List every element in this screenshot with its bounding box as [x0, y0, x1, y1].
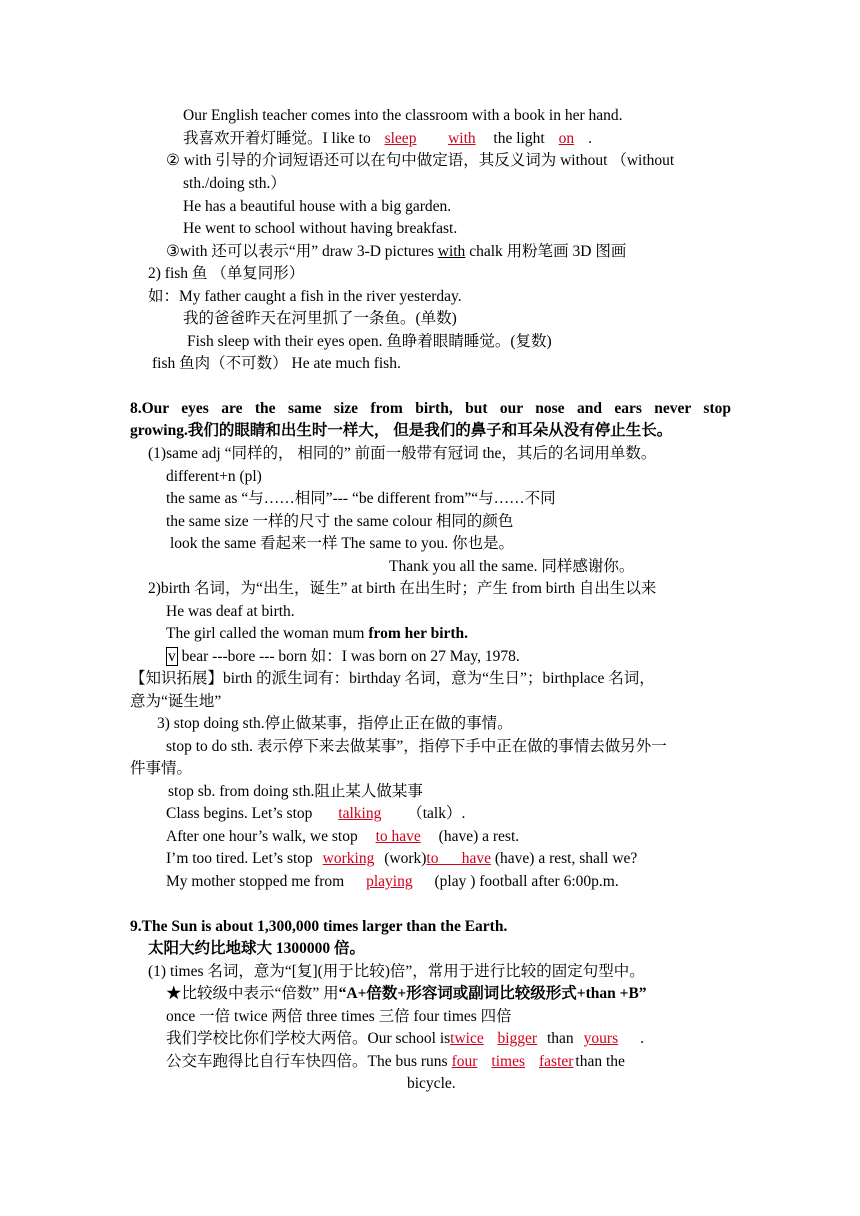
- grammar-note: different+n (pl): [166, 468, 262, 485]
- answer-blank: with: [448, 130, 476, 147]
- answer-blank: to have: [375, 828, 421, 845]
- answer-blank: twice: [450, 1030, 484, 1047]
- section-8-title: 8.Our eyes are the same size from birth, but our nose and ears never stop: [130, 400, 731, 417]
- exercise-sentence: After one hour’s walk, we stop to have (have) a rest.: [166, 828, 520, 845]
- grammar-note: sth./doing sth.）: [183, 175, 286, 192]
- subheading: 2) fish 鱼 （单复同形）: [148, 265, 305, 282]
- grammar-note: stop to do sth. 表示停下来去做某事”，指停下手中正在做的事情去做另外一: [166, 738, 667, 755]
- example-sentence: He was deaf at birth.: [166, 603, 295, 620]
- answer-blank: faster: [539, 1053, 574, 1070]
- grammar-note: ② with 引导的介词短语还可以在句中做定语，其反义词为 without （without: [166, 152, 675, 169]
- example-sentence: He went to school without having breakfast.: [183, 220, 458, 237]
- grammar-note: Thank you all the same. 同样感谢你。: [389, 558, 635, 575]
- example-translation: 我的爸爸昨天在河里抓了一条鱼。(单数): [183, 310, 457, 327]
- section-8-title: growing.我们的眼睛和出生时一样大， 但是我们的鼻子和耳朵从没有停止生长。: [130, 422, 673, 439]
- grammar-note: once 一倍 twice 两倍 three times 三倍 four times 四倍: [166, 1008, 512, 1025]
- example-sentence: Our English teacher comes into the classroom with a book in her hand.: [183, 107, 623, 124]
- answer-blank: playing: [366, 873, 413, 890]
- grammar-note: (1) times 名词，意为“[复](用于比较)倍”，常用于进行比较的固定句型中。: [148, 963, 645, 980]
- answer-blank: times: [491, 1053, 525, 1070]
- grammar-note: stop sb. from doing sth.阻止某人做某事: [168, 783, 423, 800]
- exercise-sentence: My mother stopped me from playing (play ) football after 6:00p.m.: [166, 873, 619, 890]
- knowledge-expansion: 【知识拓展】birth 的派生词有：birthday 名词，意为“生日”；birthplace 名词，: [130, 670, 655, 687]
- grammar-note: look the same 看起来一样 The same to you. 你也是。: [170, 535, 514, 552]
- grammar-note: fish 鱼肉（不可数） He ate much fish.: [152, 355, 401, 372]
- check-box: v: [168, 648, 176, 665]
- grammar-note: v bear ---bore --- born 如：I was born on 27 May, 1978.: [168, 648, 520, 665]
- example-sentence: The girl called the woman mum from her birth.: [166, 625, 469, 642]
- answer-blank: working: [322, 850, 375, 867]
- grammar-note: 件事情。: [130, 760, 193, 777]
- section-9-title: 9.The Sun is about 1,300,000 times larger than the Earth.: [130, 918, 508, 935]
- answer-blank: on: [558, 130, 575, 147]
- example-sentence: Fish sleep with their eyes open. 鱼睁着眼睛睡觉。(复数): [187, 333, 552, 350]
- exercise-sentence: I’m too tired. Let’s stop working (work)to have (have) a rest, shall we?: [166, 850, 638, 867]
- grammar-note: 2)birth 名词，为“出生，诞生” at birth 在出生时；产生 from birth 自出生以来: [148, 580, 657, 597]
- exercise-sentence: 我们学校比你们学校大两倍。Our school istwice bigger than yours .: [166, 1030, 644, 1047]
- grammar-note: (1)same adj “同样的， 相同的” 前面一般带有冠词 the，其后的名词用单数。: [148, 445, 657, 462]
- knowledge-expansion: 意为“诞生地”: [130, 693, 222, 710]
- answer-blank: to have: [426, 850, 491, 867]
- grammar-note: ★比较级中表示“倍数” 用“A+倍数+形容词或副词比较级形式+than +B”: [166, 985, 647, 1002]
- example-sentence: He has a beautiful house with a big garden.: [183, 198, 452, 215]
- section-9-title: 太阳大约比地球大 1300000 倍。: [148, 940, 366, 957]
- grammar-note: ③with 还可以表示“用” draw 3-D pictures with chalk 用粉笔画 3D 图画: [166, 243, 627, 260]
- answer-blank: bigger: [497, 1030, 538, 1047]
- exercise-sentence: Class begins. Let’s stop talking （talk）.: [166, 805, 466, 822]
- fill-blank-sentence: 我喜欢开着灯睡觉。I like to sleep with the light on .: [183, 130, 592, 147]
- answer-blank: sleep: [384, 130, 417, 147]
- exercise-sentence: bicycle.: [407, 1075, 456, 1092]
- subheading: 3) stop doing sth.停止做某事，指停止正在做的事情。: [157, 715, 513, 732]
- answer-blank: four: [451, 1053, 478, 1070]
- answer-blank: yours: [583, 1030, 619, 1047]
- grammar-note: the same as “与……相同”--- “be different from”“与……不同: [166, 490, 556, 507]
- exercise-sentence: 公交车跑得比自行车快四倍。The bus runs four times faster than the: [166, 1053, 625, 1070]
- example-sentence: 如：My father caught a fish in the river yesterday.: [148, 288, 462, 305]
- grammar-note: the same size 一样的尺寸 the same colour 相同的颜色: [166, 513, 514, 530]
- answer-blank: talking: [338, 805, 382, 822]
